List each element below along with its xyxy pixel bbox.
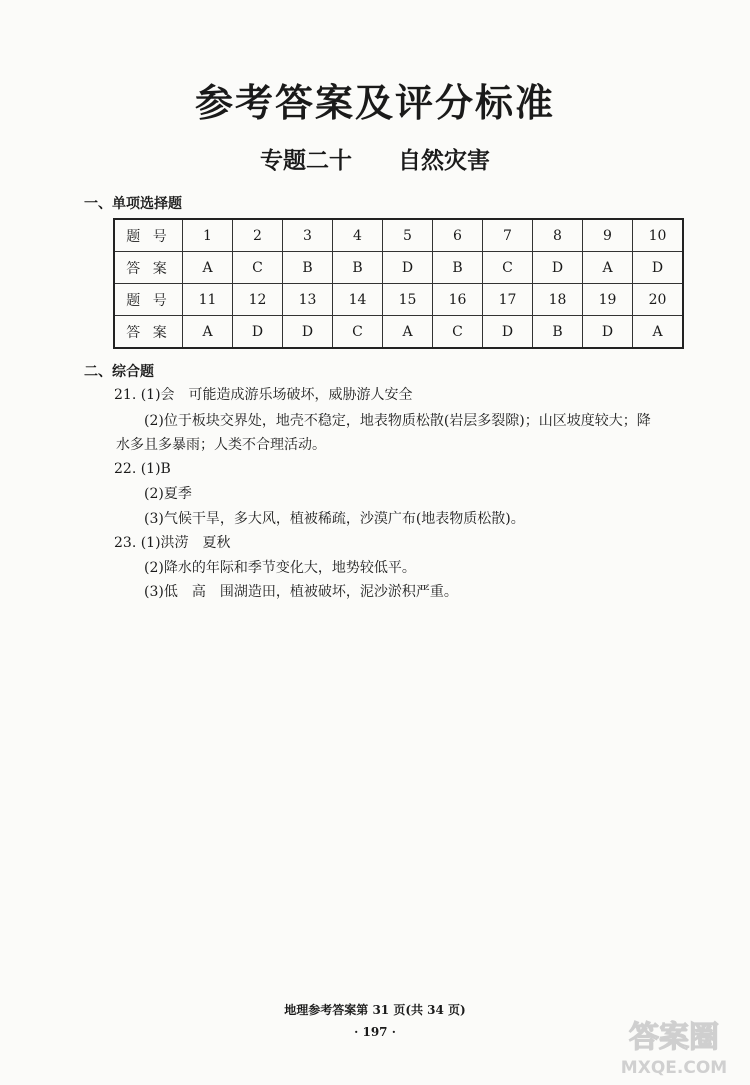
- table-cell: 18: [533, 284, 583, 316]
- table-cell: 1: [183, 219, 233, 252]
- row-header-cell: 答 案: [114, 252, 183, 284]
- answer-line: (2)降水的年际和季节变化大，地势较低平。: [144, 560, 416, 576]
- table-cell: A: [183, 252, 233, 284]
- footer-page-info: 地理参考答案第 31 页(共 34 页): [284, 1003, 466, 1017]
- table-row: [114, 252, 683, 284]
- answer-line: 22. (1)B: [114, 461, 171, 477]
- footer-page-number: · 197 ·: [354, 1025, 396, 1039]
- table-cell: D: [583, 316, 633, 349]
- table-cell: C: [233, 252, 283, 284]
- answer-line: (2)位于板块交界处，地壳不稳定，地表物质松散(岩层多裂隙)；山区坡度较大；降: [144, 413, 651, 429]
- section-heading-comprehensive: 二、综合题: [84, 364, 154, 380]
- answer-line: (3)气候干旱，多大风，植被稀疏，沙漠广布(地表物质松散)。: [144, 511, 525, 527]
- table-cell: 10: [633, 219, 684, 252]
- table-cell: A: [183, 316, 233, 349]
- watermark-logo: [604, 1011, 744, 1081]
- table-cell: 6: [433, 219, 483, 252]
- table-cell: 13: [283, 284, 333, 316]
- table-cell: C: [333, 316, 383, 349]
- table-cell: 19: [583, 284, 633, 316]
- row-header-cell: 题 号: [114, 284, 183, 316]
- section-heading-choice: 一、单项选择题: [84, 196, 182, 212]
- table-cell: B: [333, 252, 383, 284]
- row-header-cell: 题 号: [114, 219, 183, 252]
- table-cell: B: [283, 252, 333, 284]
- answer-line: (3)低 高 围湖造田，植被破坏，泥沙淤积严重。: [144, 584, 458, 600]
- table-row: [114, 219, 683, 252]
- table-cell: D: [633, 252, 684, 284]
- table-cell: A: [383, 316, 433, 349]
- table-cell: D: [233, 316, 283, 349]
- table-cell: 8: [533, 219, 583, 252]
- table-cell: 5: [383, 219, 433, 252]
- table-cell: 9: [583, 219, 633, 252]
- table-cell: 7: [483, 219, 533, 252]
- watermark-url: MXQE.COM: [620, 1058, 728, 1078]
- table-cell: 14: [333, 284, 383, 316]
- answer-line: 23. (1)洪涝 夏秋: [114, 535, 231, 551]
- table-cell: 11: [183, 284, 233, 316]
- table-cell: 20: [633, 284, 684, 316]
- table-cell: 3: [283, 219, 333, 252]
- page-title: 参考答案及评分标准: [194, 80, 555, 125]
- answer-table: [113, 218, 684, 349]
- table-cell: D: [483, 316, 533, 349]
- table-cell: A: [583, 252, 633, 284]
- table-cell: 15: [383, 284, 433, 316]
- table-cell: C: [483, 252, 533, 284]
- table-cell: C: [433, 316, 483, 349]
- page-subtitle: 专题二十 自然灾害: [260, 147, 490, 174]
- table-cell: D: [283, 316, 333, 349]
- answer-line: 21. (1)会 可能造成游乐场破坏，威胁游人安全: [114, 387, 413, 403]
- answer-line: (2)夏季: [144, 486, 192, 502]
- table-cell: D: [383, 252, 433, 284]
- watermark-text: 答案圈: [629, 1020, 719, 1055]
- table-cell: B: [533, 316, 583, 349]
- table-cell: A: [633, 316, 684, 349]
- table-cell: B: [433, 252, 483, 284]
- table-cell: 16: [433, 284, 483, 316]
- table-row: [114, 316, 683, 349]
- table-cell: D: [533, 252, 583, 284]
- table-cell: 12: [233, 284, 283, 316]
- table-cell: 2: [233, 219, 283, 252]
- answer-line: 水多且多暴雨；人类不合理活动。: [116, 437, 326, 453]
- table-row: [114, 284, 683, 316]
- table-cell: 4: [333, 219, 383, 252]
- table-cell: 17: [483, 284, 533, 316]
- row-header-cell: 答 案: [114, 316, 183, 349]
